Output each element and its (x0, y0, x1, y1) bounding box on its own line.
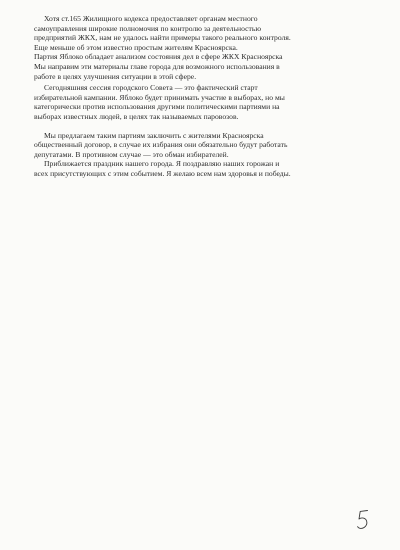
page-number-label (356, 532, 357, 533)
paragraph-1 (34, 14, 384, 52)
text-line: Мы направим эти материалы главе города для возможного использования в (34, 61, 280, 71)
text-line: категорически против использования другими политическими партиями на (34, 102, 280, 112)
text-line: Партия Яблоко обладает анализом состояния дел в сфере ЖКХ Красноярска (34, 52, 283, 62)
paragraph-4 (34, 131, 384, 160)
text-line: Мы предлагаем таким партиям заключить с жителями Красноярска (44, 130, 264, 140)
text-line: Сегодняшняя сессия городского Совета — это фактический старт (44, 83, 258, 93)
paragraph-2 (34, 52, 384, 81)
handwritten-page-number (356, 508, 370, 532)
paragraph-spacer (34, 122, 384, 131)
text-line: работе в целях улучшения ситуации в этой сфере. (34, 71, 197, 81)
text-line: всех присутствующих с этим событием. Я желаю всем нам здоровья и победы. (34, 168, 291, 178)
text-line: самоуправления широкие полномочия по контролю за деятельностью (34, 23, 262, 33)
document-body (34, 14, 384, 179)
paragraph-3 (34, 83, 384, 121)
paragraph-5 (34, 159, 384, 178)
text-line: общественный договор, в случае их избрания они обязательно будут работать (34, 140, 288, 150)
text-line: избирательной кампании. Яблоко будет принимать участие в выборах, но мы (34, 92, 285, 102)
text-line: депутатами. В противном случае — это обман избирателей. (34, 149, 229, 159)
text-line: Еще меньше об этом известно простым жителям Красноярска. (34, 42, 238, 52)
handwritten-five-glyph (356, 508, 370, 532)
text-line: Хотя ст.165 Жилищного кодекса предоставляет органам местного (44, 14, 258, 23)
text-line: выборах известных людей, в целях так называемых паровозов. (34, 111, 239, 121)
text-line: предприятий ЖКХ, нам не удалось найти примеры такого реального контроля. (34, 33, 291, 43)
text-line: Приближается праздник нашего города. Я поздравляю наших горожан и (44, 159, 280, 169)
